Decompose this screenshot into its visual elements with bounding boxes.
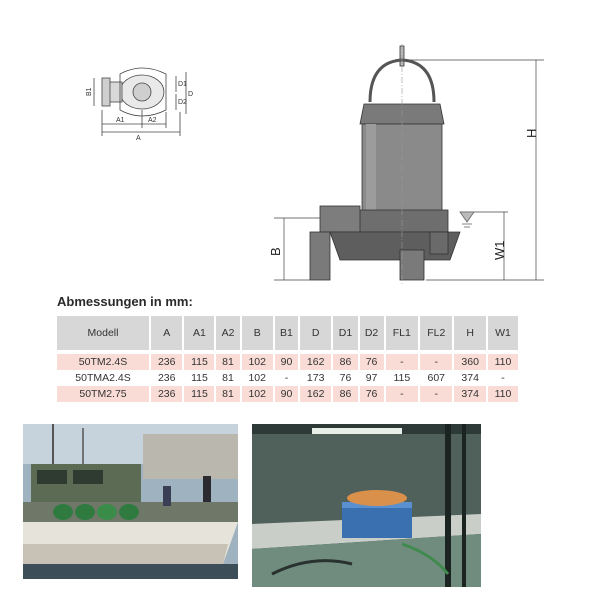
table-cell: 102 bbox=[242, 386, 273, 402]
column-header: D2 bbox=[360, 316, 384, 354]
table-header-row bbox=[57, 316, 518, 354]
table-row bbox=[57, 354, 518, 370]
pump-top-view-drawing bbox=[80, 60, 200, 150]
table-cell: 173 bbox=[300, 370, 331, 386]
label-a2: A2 bbox=[148, 117, 157, 124]
column-header: B bbox=[242, 316, 273, 354]
table-cell: 236 bbox=[151, 386, 182, 402]
table-cell: 102 bbox=[242, 370, 273, 386]
dimensions-heading: Abmessungen in mm: bbox=[57, 294, 193, 309]
table-cell: 50TM2.4S bbox=[57, 354, 149, 370]
column-header: H bbox=[454, 316, 485, 354]
table-cell: 50TMA2.4S bbox=[57, 370, 149, 386]
table-cell: 90 bbox=[275, 354, 298, 370]
label-a1: A1 bbox=[116, 117, 125, 124]
table-cell: - bbox=[488, 370, 518, 386]
table-cell: 162 bbox=[300, 386, 331, 402]
label-d1: D1 bbox=[178, 81, 187, 88]
table-cell: - bbox=[386, 354, 418, 370]
table-cell: 50TM2.75 bbox=[57, 386, 149, 402]
table-cell: - bbox=[275, 370, 298, 386]
column-header: B1 bbox=[275, 316, 298, 354]
fish-tank-photo bbox=[252, 424, 481, 587]
table-cell: 374 bbox=[454, 386, 485, 402]
table-cell: 115 bbox=[184, 354, 214, 370]
label-w1: W1 bbox=[492, 240, 507, 260]
table-cell: 115 bbox=[386, 370, 418, 386]
label-b1: B1 bbox=[86, 87, 93, 96]
column-header: D bbox=[300, 316, 331, 354]
column-header: A2 bbox=[216, 316, 239, 354]
table-cell: 86 bbox=[333, 354, 357, 370]
table-cell: 76 bbox=[360, 354, 384, 370]
table-cell: - bbox=[386, 386, 418, 402]
pump-front-view-drawing bbox=[270, 40, 560, 290]
table-cell: 374 bbox=[454, 370, 485, 386]
table-cell: 81 bbox=[216, 370, 239, 386]
column-header: D1 bbox=[333, 316, 357, 354]
table-cell: 81 bbox=[216, 386, 239, 402]
column-header: Modell bbox=[57, 316, 149, 354]
table-cell: 97 bbox=[360, 370, 384, 386]
table-cell: 162 bbox=[300, 354, 331, 370]
table-cell: 110 bbox=[488, 386, 518, 402]
table-cell: 102 bbox=[242, 354, 273, 370]
column-header: FL1 bbox=[386, 316, 418, 354]
label-a: A bbox=[136, 135, 141, 142]
label-h: H bbox=[524, 128, 539, 138]
table-row bbox=[57, 370, 518, 386]
column-header: FL2 bbox=[420, 316, 452, 354]
table-cell: 86 bbox=[333, 386, 357, 402]
table-cell: 607 bbox=[420, 370, 452, 386]
table-cell: 115 bbox=[184, 370, 214, 386]
column-header: A1 bbox=[184, 316, 214, 354]
table-cell: 81 bbox=[216, 354, 239, 370]
table-cell: 76 bbox=[360, 386, 384, 402]
table-cell: - bbox=[420, 354, 452, 370]
table-row bbox=[57, 386, 518, 402]
dimensions-table bbox=[55, 316, 520, 402]
table-cell: - bbox=[420, 386, 452, 402]
boat-photo bbox=[23, 424, 238, 579]
table-cell: 110 bbox=[488, 354, 518, 370]
table-cell: 115 bbox=[184, 386, 214, 402]
label-d2: D2 bbox=[178, 99, 187, 106]
column-header: A bbox=[151, 316, 182, 354]
table-cell: 90 bbox=[275, 386, 298, 402]
table-cell: 76 bbox=[333, 370, 357, 386]
table-cell: 236 bbox=[151, 354, 182, 370]
table-cell: 360 bbox=[454, 354, 485, 370]
label-d: D bbox=[188, 91, 194, 98]
table-cell: 236 bbox=[151, 370, 182, 386]
label-b: B bbox=[268, 247, 283, 256]
column-header: W1 bbox=[488, 316, 518, 354]
